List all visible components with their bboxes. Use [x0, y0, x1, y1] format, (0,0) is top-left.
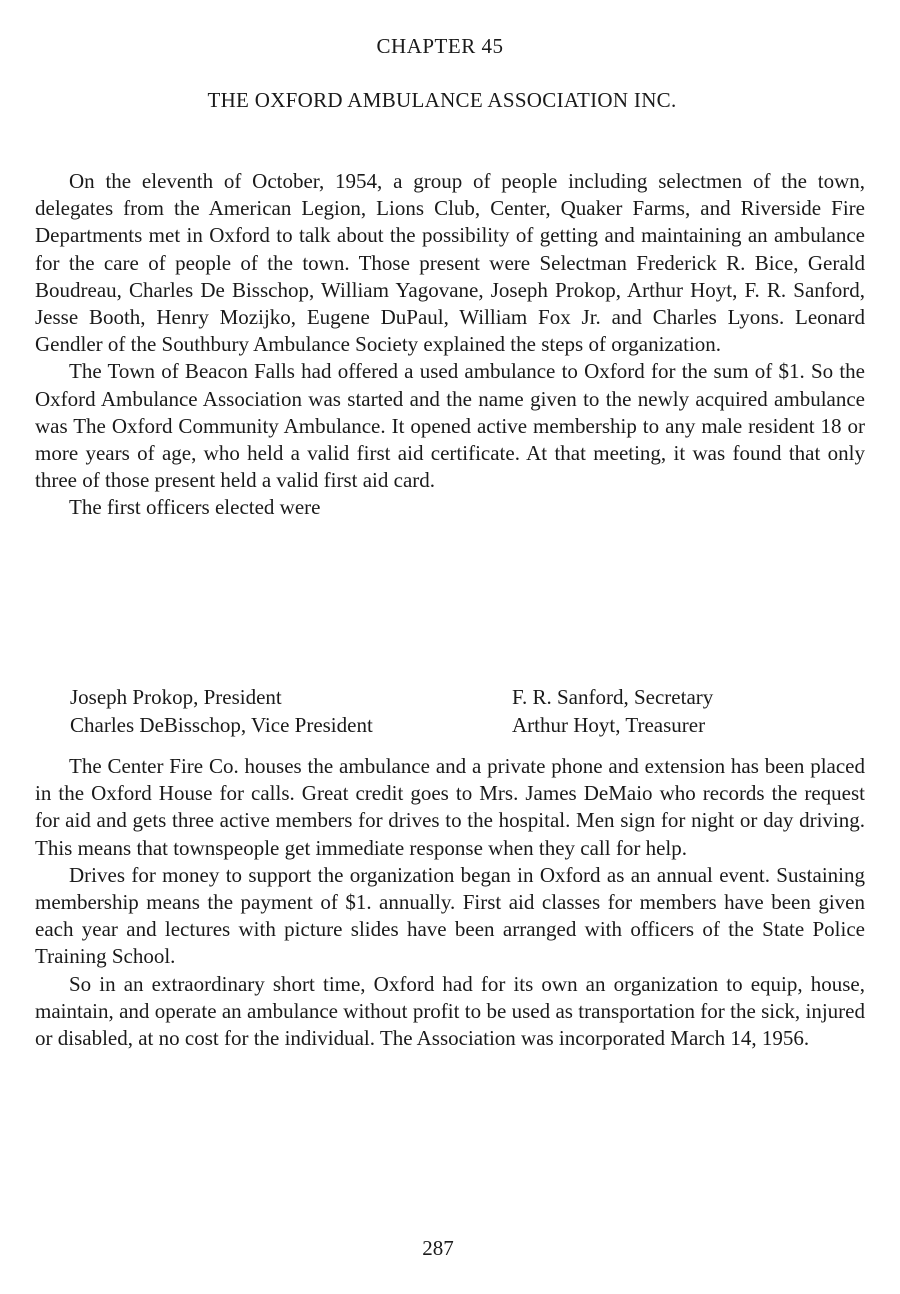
page-number: 287	[422, 1236, 454, 1260]
paragraph-officers-intro: The first officers elected were	[69, 495, 321, 520]
chapter-number: CHAPTER 45	[376, 34, 504, 58]
officer-treasurer: Arthur Hoyt, Treasurer	[512, 713, 706, 737]
officers-list	[70, 683, 850, 739]
officer-president: Joseph Prokop, President	[70, 685, 282, 709]
body-text-after-officers	[35, 753, 865, 1052]
paragraph-meeting: On the eleventh of October, 1954, a group of people including selectmen of the town, delegates from the American Legion, Lions Club, Center, Quaker Farms, and Riverside Fire Departments met in Oxford to talk about the possibility of getting and maintaining an ambulance for the care of people of the town. Those present were Selectman Frederick R. Bice, Gerald Boudreau, Charles De Bisschop, William Yagovane, Joseph Prokop, Arthur Hoyt, F. R. Sanford, Jesse Booth, Henry Mozijko, Eugene DuPaul, William Fox Jr. and Charles Lyons. Leonard Gendler of the Southbury Ambulance Society explained the steps of organization.	[35, 169, 865, 357]
officer-vice-president: Charles DeBisschop, Vice President	[70, 713, 373, 737]
paragraph-incorporation: So in an extraordinary short time, Oxford had for its own an organization to equip, house, maintain, and operate an ambulance without profit to be used as transportation for the sick, injured or disabled, at no cost for the individual. The Association was incorporated March 14, 1956.	[35, 971, 865, 1051]
officer-row	[70, 683, 850, 711]
chapter-title: THE OXFORD AMBULANCE ASSOCIATION INC.	[207, 88, 677, 112]
paragraph-beacon-falls: The Town of Beacon Falls had offered a used ambulance to Oxford for the sum of $1. So the Oxford Ambulance Association was started and the name given to the newly acquired ambulance was The Oxford Community Ambulance. It opened active membership to any male resident 18 or more years of age, who held a valid first aid certificate. At that meeting, it was found that only three of those present held a valid first aid card.	[35, 359, 865, 493]
paragraph-center-fire: The Center Fire Co. houses the ambulance and a private phone and extension has been placed in the Oxford House for calls. Great credit goes to Mrs. James DeMaio who records the request for aid and gets three active members for drives to the hospital. Men sign for night or day driving. This means that townspeople get immediate response when they call for help.	[35, 754, 865, 860]
paragraph-drives: Drives for money to support the organization began in Oxford as an annual event. Sustaining membership means the payment of $1. annually. First aid classes for members have been given each year and lectures with picture slides have been arranged with officers of the State Police Training School.	[35, 862, 865, 969]
body-text-before-officers	[35, 168, 865, 522]
officer-secretary: F. R. Sanford, Secretary	[512, 685, 714, 709]
officer-row	[70, 711, 850, 739]
